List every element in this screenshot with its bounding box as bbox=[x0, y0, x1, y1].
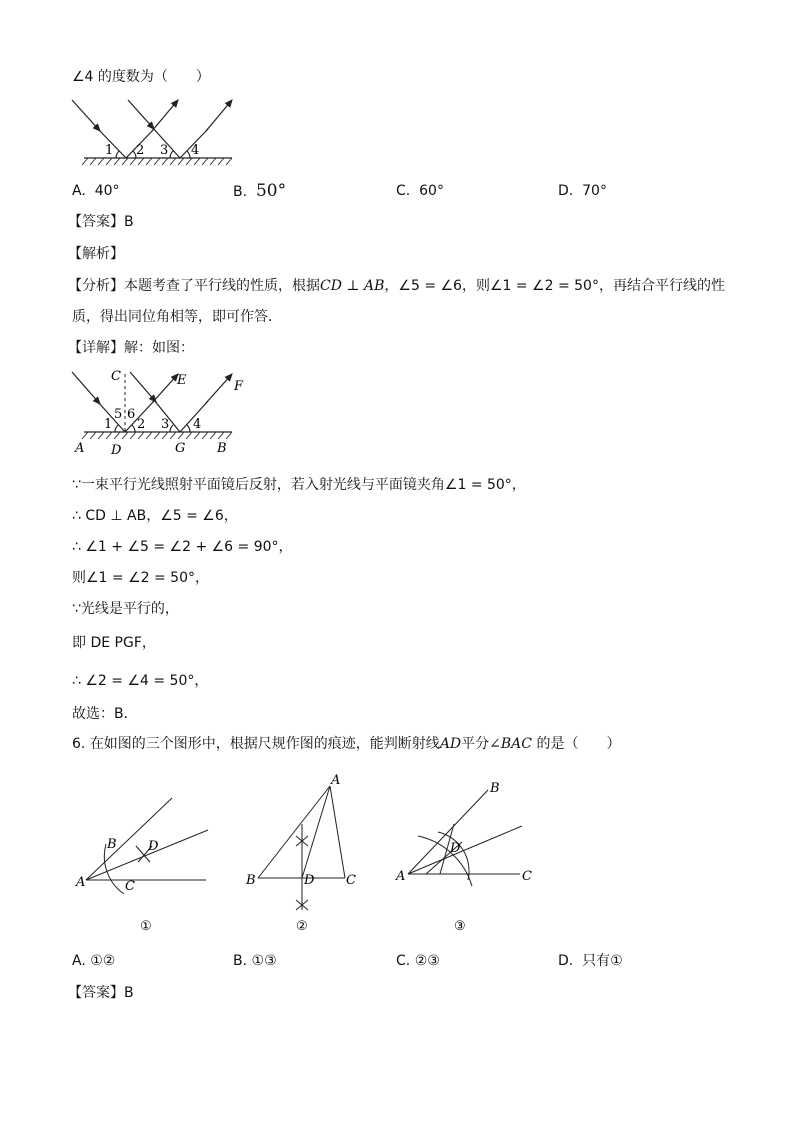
q6-option-d[interactable]: D. 只有① bbox=[558, 953, 623, 969]
fig1-point-c: C bbox=[125, 879, 135, 894]
point-f-label: F bbox=[234, 379, 244, 394]
fig2-point-d: D bbox=[304, 873, 315, 888]
question-stem-tail: ∠4 的度数为（ ） bbox=[72, 69, 210, 85]
angle-3-label: 3 bbox=[160, 143, 169, 158]
analysis-line-2: 质，得出同位角相等，即可作答． bbox=[72, 309, 282, 325]
point-e-label: E bbox=[177, 373, 187, 388]
fig2-point-b: B bbox=[246, 873, 256, 888]
answer-line: 【答案】B bbox=[68, 214, 134, 230]
fig2-caption: ② bbox=[296, 919, 308, 934]
fig3-caption: ③ bbox=[454, 919, 466, 934]
q6-option-b[interactable]: B. ①③ bbox=[233, 953, 277, 969]
angle-2-label: 2 bbox=[136, 143, 145, 158]
fig3-point-c: C bbox=[522, 869, 532, 884]
fig3-point-a: A bbox=[396, 869, 406, 884]
step-1: ∵一束平行光线照射平面镜后反射，若入射光线与平面镜夹角∠1 = 50°， bbox=[72, 477, 526, 493]
option-a[interactable]: A. 40° bbox=[72, 183, 120, 199]
angle-6-label: 6 bbox=[127, 407, 136, 422]
figure-3-angle-construction bbox=[396, 780, 546, 940]
step-7: ∴ ∠2 = ∠4 = 50°， bbox=[72, 673, 209, 689]
angle-1-label: 1 bbox=[105, 143, 114, 158]
figure-1-angle-construction bbox=[72, 790, 217, 940]
fig1-point-a: A bbox=[76, 875, 86, 890]
fig1-point-b: B bbox=[107, 837, 117, 852]
angle-3-label: 3 bbox=[161, 417, 170, 432]
step-8: 故选：B． bbox=[72, 706, 138, 722]
point-g-label: G bbox=[175, 441, 186, 456]
angle-4-label: 4 bbox=[193, 417, 202, 432]
step-5: ∵光线是平行的， bbox=[72, 601, 179, 617]
detail-reflection-figure bbox=[70, 364, 260, 460]
mirror-reflection-figure bbox=[70, 96, 250, 168]
q6-option-a[interactable]: A. ①② bbox=[72, 953, 116, 969]
question-6-stem: 6. 在如图的三个图形中，根据尺规作图的痕迹，能判断射线AD平分∠BAC 的是（ ） bbox=[72, 736, 621, 752]
fig2-point-a: A bbox=[331, 773, 341, 788]
angle-5-label: 5 bbox=[114, 407, 123, 422]
step-6: 即 DE PGF， bbox=[72, 635, 156, 651]
q6-option-c[interactable]: C. ②③ bbox=[396, 953, 440, 969]
fig1-caption: ① bbox=[140, 919, 152, 934]
fig2-point-c: C bbox=[346, 873, 356, 888]
point-b-label: B bbox=[217, 441, 227, 456]
step-2: ∴ CD ⊥ AB，∠5 = ∠6， bbox=[72, 508, 238, 524]
fig1-point-d: D bbox=[148, 839, 159, 854]
option-c[interactable]: C. 60° bbox=[396, 183, 444, 199]
detail-heading: 【详解】解：如图： bbox=[68, 340, 194, 356]
option-b[interactable]: B. 50° bbox=[233, 181, 287, 201]
angle-2-label: 2 bbox=[137, 417, 146, 432]
angle-4-label: 4 bbox=[191, 143, 200, 158]
step-4: 则∠1 = ∠2 = 50°， bbox=[72, 570, 209, 586]
fig3-point-b: B bbox=[490, 781, 500, 796]
q6-answer-line: 【答案】B bbox=[68, 985, 134, 1001]
angle-1-label: 1 bbox=[104, 417, 113, 432]
analysis-line-1: 【分析】本题考查了平行线的性质，根据CD ⊥ AB，∠5 = ∠6，则∠1 = ∠2 = 50°，再结合平行线的性 bbox=[68, 278, 725, 294]
analysis-heading: 【解析】 bbox=[68, 246, 124, 262]
figure-2-triangle-construction bbox=[244, 774, 374, 940]
point-a-label: A bbox=[75, 441, 85, 456]
step-3: ∴ ∠1 + ∠5 = ∠2 + ∠6 = 90°， bbox=[72, 539, 293, 555]
option-d[interactable]: D. 70° bbox=[558, 183, 607, 199]
fig3-point-d: D bbox=[450, 841, 461, 856]
point-d-label: D bbox=[111, 443, 122, 458]
point-c-label: C bbox=[111, 369, 121, 384]
